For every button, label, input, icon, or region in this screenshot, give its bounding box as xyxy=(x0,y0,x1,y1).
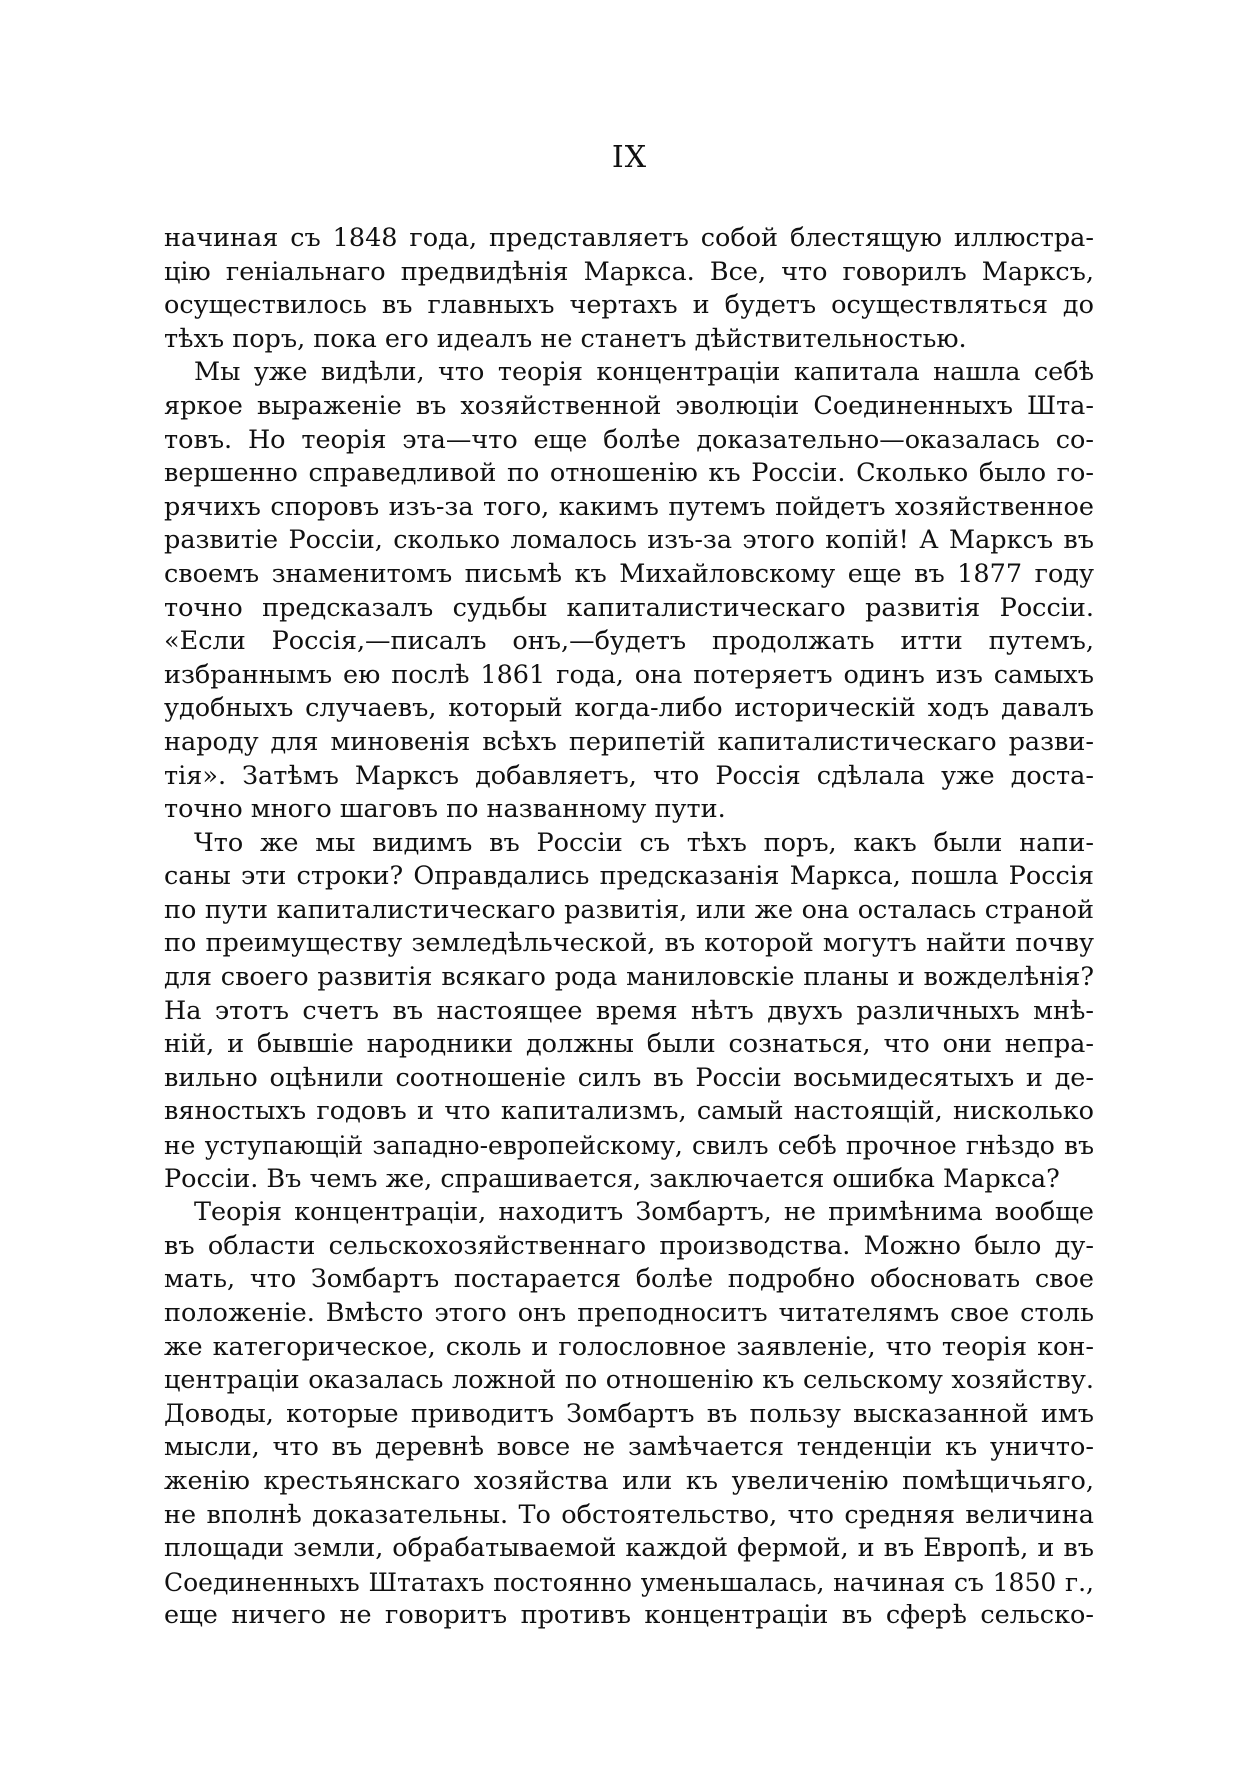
text-line: въ области сельскохозяйственнаго производства. Можно было ду- xyxy=(164,1230,1094,1261)
text-line: ній, и бывшіе народники должны были сознаться, что они непра- xyxy=(164,1029,1094,1060)
text-line: рячихъ споровъ изъ-за того, какимъ путемъ пойдетъ хозяйственное xyxy=(164,491,1094,522)
text-line: Соединенныхъ Штатахъ постоянно уменьшалась, начиная съ 1850 г., xyxy=(164,1567,1094,1597)
text-line: вершенно справедливой по отношенію къ Россіи. Сколько было го- xyxy=(164,458,1094,489)
body-text xyxy=(164,222,1094,1633)
text-line: положеніе. Вмѣсто этого онъ преподноситъ читателямъ свое столь xyxy=(164,1298,1094,1328)
text-line: осуществилось въ главныхъ чертахъ и будетъ осуществляться до xyxy=(164,290,1094,321)
text-line: женію крестьянскаго хозяйства или къ увеличенію помѣщичьяго, xyxy=(164,1465,1094,1496)
paragraph-first-line: Что же мы видимъ въ Россіи съ тѣхъ поръ, какъ были напи- xyxy=(194,827,1094,858)
text-line: площади земли, обрабатываемой каждой фермой, и въ Европѣ, и въ xyxy=(164,1533,1094,1564)
text-line: развитіе Россіи, сколько ломалось изъ-за этого копій! А Марксъ въ xyxy=(164,525,1094,556)
text-line: мать, что Зомбартъ постарается болѣе подробно обосновать свое xyxy=(164,1264,1094,1295)
text-line: мысли, что въ деревнѣ вовсе не замѣчается тенденціи къ уничто- xyxy=(164,1432,1094,1463)
text-line: вяностыхъ годовъ и что капитализмъ, самый настоящій, нисколько xyxy=(164,1096,1094,1127)
paragraph-first-line: Теорія концентраціи, находитъ Зомбартъ, не примѣнима вообще xyxy=(194,1197,1094,1228)
text-line: по пути капиталистическаго развитія, или же она осталась страной xyxy=(164,894,1094,925)
text-line: «Если Россія,—писалъ онъ,—будетъ продолжать итти путемъ, xyxy=(164,626,1094,657)
text-line: своемъ знаменитомъ письмѣ къ Михайловскому еще въ 1877 году xyxy=(164,558,1094,589)
text-line: удобныхъ случаевъ, который когда-либо историческій ходъ давалъ xyxy=(164,693,1094,724)
text-line: цію геніальнаго предвидѣнія Маркса. Все, что говорилъ Марксъ, xyxy=(164,256,1094,287)
text-line: народу для миновенія всѣхъ перипетій капиталистическаго разви- xyxy=(164,726,1094,757)
text-line: яркое выраженіе въ хозяйственной эволюціи Соединенныхъ Шта- xyxy=(164,390,1094,421)
text-line: не вполнѣ доказательны. То обстоятельство, что средняя величина xyxy=(164,1499,1094,1530)
text-line: для своего развитія всякаго рода маниловскіе планы и вожделѣнія? xyxy=(164,962,1094,993)
page-number: IX xyxy=(611,140,648,175)
text-line: Россіи. Въ чемъ же, спрашивается, заключается ошибка Маркса? xyxy=(164,1163,1060,1194)
paragraph-first-line: Мы уже видѣли, что теорія концентраціи капитала нашла себѣ xyxy=(194,357,1094,388)
text-line: начиная съ 1848 года, представляетъ собой блестящую иллюстра- xyxy=(164,223,1094,253)
text-line: вильно оцѣнили соотношеніе силъ въ Россіи восьмидесятыхъ и де- xyxy=(164,1062,1094,1093)
text-line: точно много шаговъ по названному пути. xyxy=(164,794,726,825)
text-line: саны эти строки? Оправдались предсказанія Маркса, пошла Россія xyxy=(164,861,1094,892)
text-line: товъ. Но теорія эта—что еще болѣе доказательно—оказалась со- xyxy=(164,424,1094,455)
text-line: точно предсказалъ судьбы капиталистическаго развитія Россіи. xyxy=(164,592,1094,623)
text-line: тѣхъ поръ, пока его идеалъ не станетъ дѣйствительностью. xyxy=(164,323,967,354)
text-line: избраннымъ ею послѣ 1861 года, она потеряетъ одинъ изъ самыхъ xyxy=(164,659,1094,690)
text-line: по преимуществу земледѣльческой, въ которой могутъ найти почву xyxy=(164,928,1094,959)
text-line: На этотъ счетъ въ настоящее время нѣтъ двухъ различныхъ мнѣ- xyxy=(164,995,1094,1026)
text-line: тія». Затѣмъ Марксъ добавляетъ, что Россія сдѣлала уже доста- xyxy=(164,760,1094,791)
text-line: центраціи оказалась ложной по отношенію къ сельскому хозяйству. xyxy=(164,1365,1094,1396)
text-line: не уступающій западно-европейскому, свилъ себѣ прочное гнѣздо въ xyxy=(164,1131,1094,1161)
text-line: еще ничего не говоритъ противъ концентраціи въ сферѣ сельско- xyxy=(164,1600,1094,1631)
text-line: Доводы, которые приводитъ Зомбартъ въ пользу высказанной имъ xyxy=(164,1398,1094,1429)
text-line: же категорическое, сколь и голословное заявленіе, что теорія кон- xyxy=(164,1331,1094,1362)
